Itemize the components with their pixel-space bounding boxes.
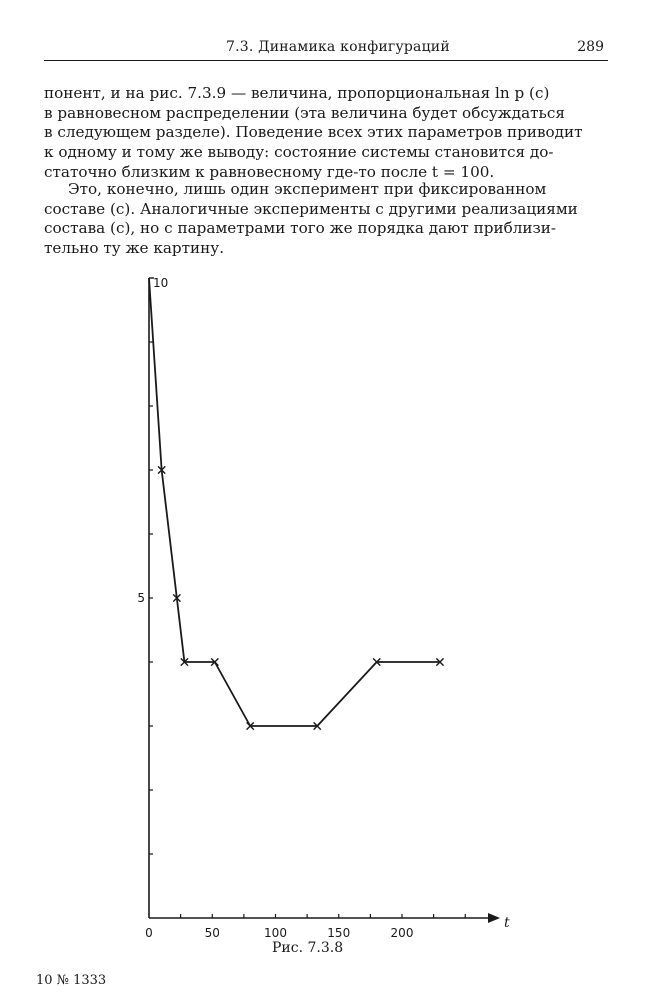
figure-caption: Рис. 7.3.8: [272, 940, 344, 956]
x-tick-label: 0: [145, 926, 153, 940]
text-line: составе (c). Аналогичные эксперименты с другими реализациями: [44, 199, 578, 218]
x-tick-label: 150: [327, 926, 351, 940]
y-tick-label: 10: [153, 276, 169, 290]
x-axis-arrowhead: [488, 913, 500, 923]
y-tick-label: 5: [137, 591, 145, 605]
page-footer: 10 № 1333: [36, 973, 107, 988]
section-title: 7.3. Динамика конфигураций: [226, 39, 450, 55]
text-line: Это, конечно, лишь один эксперимент при фиксированном: [68, 180, 547, 198]
text-line: тельно ту же картину.: [44, 239, 225, 258]
text-line: состава (c), но с параметрами того же порядка дают приблизи-: [44, 219, 557, 238]
x-tick-label: 200: [390, 926, 414, 940]
data-line: [149, 278, 440, 726]
x-tick-label: 100: [264, 926, 287, 940]
text-line: к одному и тому же выводу: состояние системы становится до-: [44, 143, 554, 162]
text-line: в равновесном распределении (эта величина будет обсуждаться: [44, 103, 565, 122]
x-axis-label: t: [504, 915, 510, 931]
text-line: в следующем разделе). Поведение всех этих параметров приводит: [44, 123, 583, 142]
text-line: статочно близким к равновесному где-то после t = 100.: [44, 162, 495, 181]
text-line: понент, и на рис. 7.3.9 — величина, пропорциональная ln p (c): [44, 84, 550, 102]
x-tick-label: 50: [204, 926, 220, 940]
page-number: 289: [577, 39, 604, 55]
